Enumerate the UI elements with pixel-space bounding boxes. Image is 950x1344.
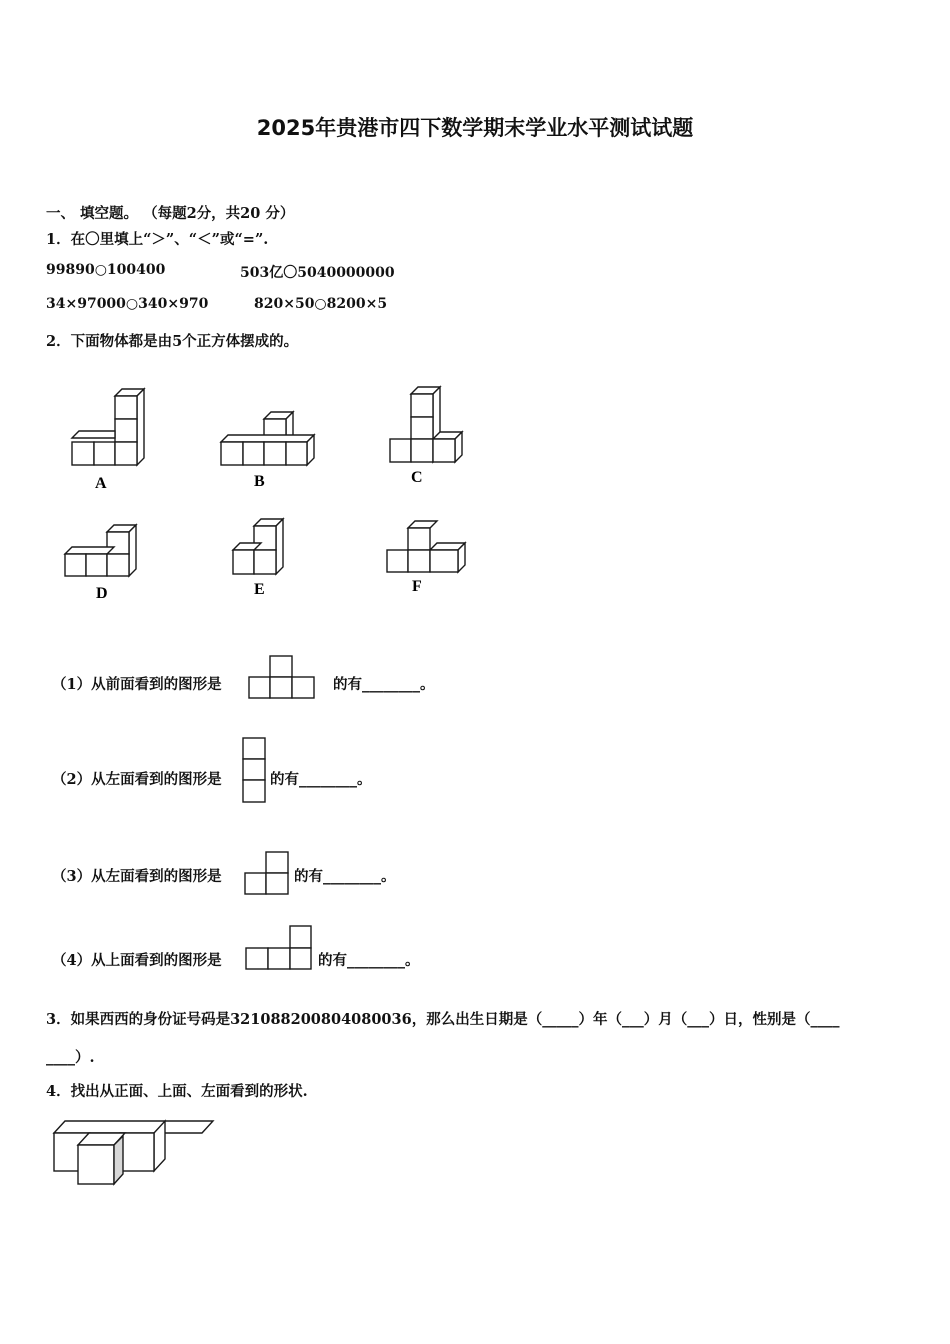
figure-b: [214, 406, 324, 496]
question-3-line-2: ____）.: [46, 1049, 95, 1066]
page-title: 2025年贵港市四下数学期末学业水平测试试题: [256, 116, 694, 140]
figure-d: [58, 520, 158, 605]
q2-sub1-suffix: 的有________。: [333, 676, 435, 693]
question-3-line-1: 3．如果西西的身份证号码是321088200804080036，那么出生日期是（_____）年（___）月（___）日，性别是（____: [46, 1011, 840, 1028]
q1-row1-right: 503亿〇5040000000: [240, 265, 395, 281]
section-heading: 一、 填空题。 （每题2分，共20 分）: [46, 205, 295, 222]
figure-q4: [48, 1112, 173, 1192]
figure-b-label: B: [254, 473, 265, 490]
figure-f-label: F: [412, 578, 422, 595]
figure-e-label: E: [254, 581, 265, 598]
figure-d-label: D: [96, 585, 108, 602]
q2-sub4-prefix: （4）从上面看到的图形是: [52, 952, 222, 969]
question-4-stem: 4．找出从正面、上面、左面看到的形状.: [46, 1083, 308, 1100]
figure-f: [380, 514, 480, 599]
figure-a-label: A: [95, 475, 107, 492]
figure-c-label: C: [411, 469, 423, 486]
q2-sub3-prefix: （3）从左面看到的图形是: [52, 868, 222, 885]
figure-a: [60, 386, 160, 496]
question-2-stem: 2．下面物体都是由5个正方体摆成的。: [46, 333, 299, 350]
q2-sub2-prefix: （2）从左面看到的图形是: [52, 771, 222, 788]
view-shape-3: [243, 850, 293, 896]
figure-c: [384, 382, 484, 492]
q1-row2-right: 820×50○8200×5: [254, 296, 388, 312]
q2-sub3-suffix: 的有________。: [294, 868, 396, 885]
figure-e: [226, 512, 306, 602]
question-1-stem: 1．在〇里填上“＞”、“＜”或“=”.: [46, 231, 269, 248]
q2-sub2-suffix: 的有________。: [270, 771, 372, 788]
view-shape-4: [244, 924, 316, 972]
view-shape-1: [247, 654, 317, 700]
view-shape-2: [241, 736, 271, 806]
q1-row1-left: 99890○100400: [46, 262, 166, 278]
q1-row2-left: 34×97000○340×970: [46, 296, 209, 312]
q2-sub4-suffix: 的有________。: [318, 952, 420, 969]
q2-sub1-prefix: （1）从前面看到的图形是: [52, 676, 222, 693]
